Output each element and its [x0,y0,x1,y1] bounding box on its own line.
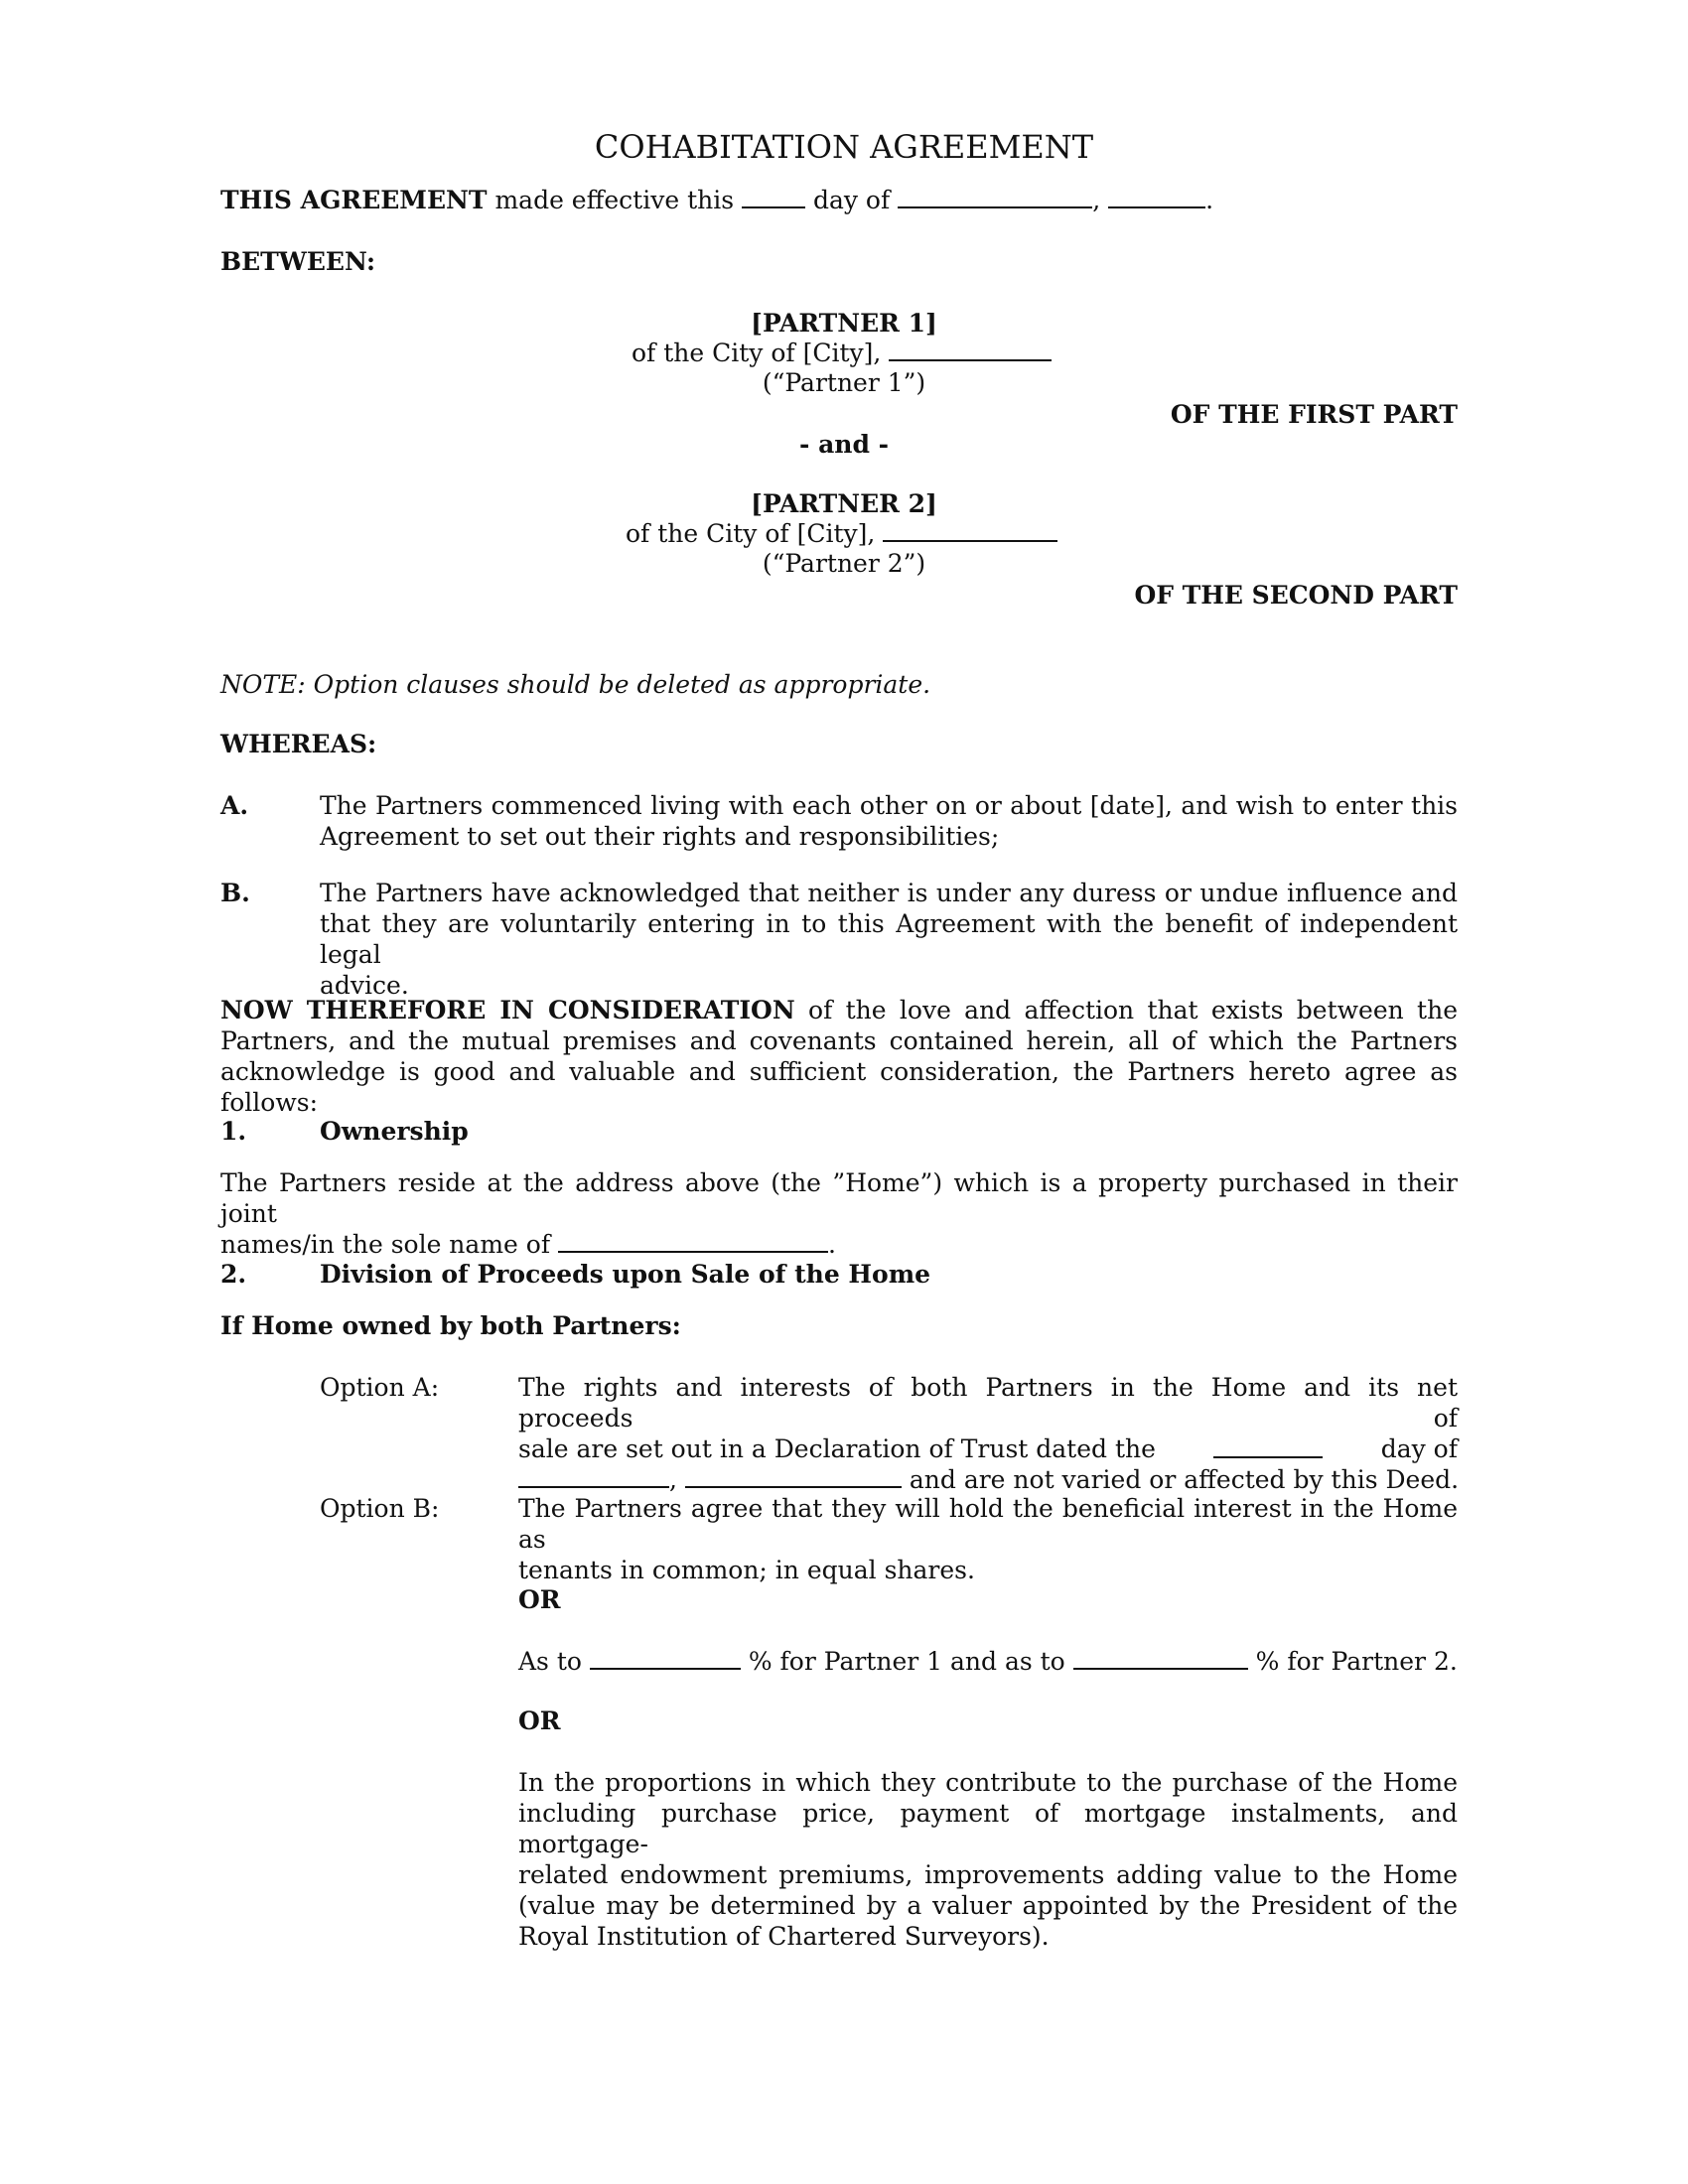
partner2-name: [PARTNER 2] [751,489,937,518]
consideration-line1 [220,995,1458,1025]
option-a-line2-text: sale are set out in a Declaration of Trust dated the [518,1434,1156,1463]
partner1-city: of the City of [City], [632,339,882,367]
partner2-city: of the City of [City], [626,519,876,548]
option-a-text [518,1372,1458,1495]
note-text: NOTE: Option clauses should be deleted as appropriate. [220,670,931,699]
partner1-name: [PARTNER 1] [751,309,937,338]
between-label: BETWEEN: [220,247,376,276]
consideration-lead: NOW THEREFORE IN CONSIDERATION [220,996,795,1024]
recital-b-letter: B. [220,879,250,907]
recital-b-line2: that they are voluntarily entering in to this Agreement with the benefit of independent legal [320,909,1458,969]
proportions-line2: including purchase price, payment of mortgage instalments, and mortgage- [518,1799,1458,1858]
intro-comma: , [1092,186,1101,214]
consideration-line1-text: of the love and affection that exists between the [808,996,1458,1024]
section1-paragraph [220,1167,1458,1260]
whereas-label: WHEREAS: [220,730,377,758]
percentage-line [518,1646,1458,1677]
day-blank[interactable] [742,185,805,208]
partner2-alias: (“Partner 2”) [762,549,926,578]
intro-period: . [1205,186,1214,214]
recital-a-text [320,790,1458,852]
year-blank[interactable] [1108,185,1205,208]
proportions-line5: Royal Institution of Chartered Surveyors). [518,1922,1050,1951]
partner2-percent-blank[interactable] [1073,1646,1248,1670]
percentage-partner2-text: % for Partner 2. [1255,1647,1458,1676]
section2-number: 2. [220,1260,247,1289]
partner1-city-blank[interactable] [889,338,1052,361]
sole-name-blank[interactable] [558,1229,828,1253]
partner1-part: OF THE FIRST PART [1170,400,1458,429]
consideration-line2: Partners, and the mutual premises and covenants contained herein, all of which the Partners [220,1026,1458,1055]
percentage-as-to: As to [518,1647,582,1676]
consideration-paragraph [220,995,1458,1118]
or-label-2: OR [518,1706,561,1735]
section1-period: . [828,1230,836,1259]
section2-heading: Division of Proceeds upon Sale of the Home [320,1260,931,1289]
or-label-1: OR [518,1585,561,1614]
partner1-alias: (“Partner 1”) [762,368,926,397]
option-b-line1: The Partners agree that they will hold the beneficial interest in the Home as [518,1494,1458,1554]
trust-month-blank[interactable] [518,1464,669,1488]
partner2-city-blank[interactable] [883,518,1057,542]
intro-text: made effective this [494,186,735,214]
section1-heading: Ownership [320,1117,469,1146]
option-b-label: Option B: [320,1494,440,1523]
option-a-line1: The rights and interests of both Partners in the Home and its net proceeds of [518,1373,1458,1433]
proportions-paragraph [518,1767,1458,1952]
option-b-line2: tenants in common; in equal shares. [518,1556,975,1584]
recital-a-line2: Agreement to set out their rights and responsibilities; [320,822,1000,851]
option-a-line3 [518,1464,1458,1495]
intro-line [220,185,1213,215]
percentage-partner1-text: % for Partner 1 and as to [748,1647,1065,1676]
and-label: - and - [798,430,889,459]
intro-text-day: day of [812,186,891,214]
proportions-line4: (value may be determined by a valuer appointed by the President of the [518,1891,1458,1920]
consideration-line3: acknowledge is good and valuable and sufficient consideration, the Partners hereto agree as follows: [220,1057,1458,1117]
document-title: COHABITATION AGREEMENT [594,128,1094,166]
section1-line2-text: names/in the sole name of [220,1230,551,1259]
section1-number: 1. [220,1117,247,1146]
trust-day-blank[interactable] [1213,1434,1323,1458]
option-a-day-of: day of [1380,1434,1458,1463]
intro-lead: THIS AGREEMENT [220,186,488,214]
section1-line2 [220,1229,1458,1260]
option-a-label: Option A: [320,1373,440,1402]
month-blank[interactable] [898,185,1092,208]
proportions-line3: related endowment premiums, improvements adding value to the Home [518,1860,1458,1889]
option-b-text [518,1493,1458,1585]
recital-a-letter: A. [220,791,249,820]
recital-a-line1: The Partners commenced living with each other on or about [date], and wish to enter this [320,791,1458,820]
option-a-line3-text: and are not varied or affected by this Deed. [909,1465,1460,1494]
option-a-line2 [518,1433,1458,1464]
section2-subheading: If Home owned by both Partners: [220,1311,681,1340]
option-a-comma: , [669,1465,677,1494]
recital-b-line1: The Partners have acknowledged that neither is under any duress or undue influence and [320,879,1458,907]
partner2-part: OF THE SECOND PART [1134,581,1458,610]
recital-b-line3: advice. [320,971,409,1000]
trust-year-blank[interactable] [685,1464,902,1488]
section1-line1: The Partners reside at the address above (the ”Home”) which is a property purchased in their joint [220,1168,1458,1228]
proportions-line1: In the proportions in which they contribute to the purchase of the Home [518,1768,1458,1797]
partner1-percent-blank[interactable] [590,1646,741,1670]
partner1-city-line [632,338,1052,368]
recital-b-text [320,878,1458,1001]
partner2-city-line [626,518,1057,549]
